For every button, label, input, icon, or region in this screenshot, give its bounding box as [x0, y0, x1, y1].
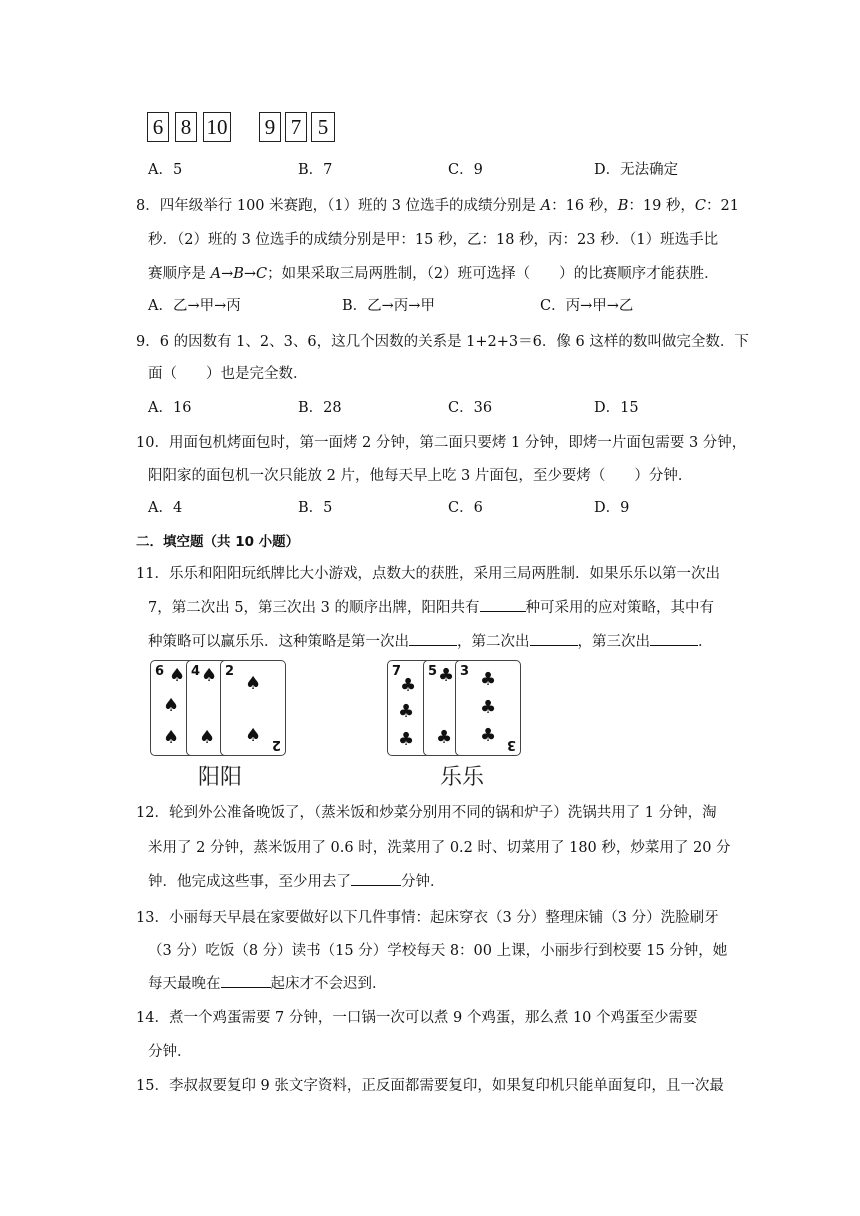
option-c[interactable]: C．6: [448, 500, 483, 516]
question-number: 15．: [136, 1078, 169, 1094]
section-heading: 二．填空题（共 10 小题）: [136, 534, 300, 550]
club-icon: ♣: [436, 727, 453, 748]
question-number: 11．: [136, 566, 169, 582]
question-number: 10．: [136, 435, 169, 451]
question-text: ，第三次出: [577, 634, 650, 650]
option-d[interactable]: D．15: [594, 400, 639, 416]
question-14-line1: [136, 1006, 698, 1027]
question-text: 用面包机烤面包时，第一面烤 2 分钟，第二面只要烤 1 分钟，即烤一片面包需要 3 分钟，: [168, 435, 747, 451]
question-14-line2: 分钟．: [148, 1044, 192, 1060]
question-13-line2: （3 分）吃饭（8 分）读书（15 分）学校每天 8：00 上课，小丽步行到校要 15 分钟，她: [148, 943, 728, 959]
club-icon: ♣: [480, 669, 497, 690]
option-a[interactable]: A．4: [148, 500, 183, 516]
card-rank: 5: [428, 664, 438, 679]
answer-blank[interactable]: [221, 973, 271, 988]
question-13-line1: [136, 906, 719, 927]
number-card: 5: [311, 112, 335, 142]
number-card: 10: [203, 112, 231, 142]
option-d[interactable]: D．9: [594, 500, 630, 516]
question-text: 7，第二次出 5，第三次出 3 的顺序出牌，阳阳共有: [148, 600, 480, 616]
option-b[interactable]: B．7: [298, 162, 333, 178]
option-b[interactable]: B．5: [298, 500, 333, 516]
question-15-line1: [136, 1074, 724, 1095]
spade-icon: ♠: [199, 727, 216, 748]
number-card: 9: [259, 112, 281, 142]
club-icon: ♣: [480, 725, 497, 746]
number-card: 6: [147, 112, 169, 142]
question-text: 乐乐和阳阳玩纸牌比大小游戏，点数大的获胜，采用三局两胜制．如果乐乐以第一次出: [168, 566, 720, 582]
question-number: 9．: [136, 334, 160, 350]
question-text: 每天最晚在: [148, 976, 221, 992]
order-sequence: A→B→C: [210, 266, 268, 282]
spade-icon: ♠: [163, 695, 180, 716]
answer-blank[interactable]: [351, 871, 401, 886]
question-text: ．: [698, 634, 713, 650]
question-text: ；如果采取三局两胜制，（2）班可选择（ ）的比赛顺序才能获胜．: [267, 266, 719, 282]
variable-b: B: [617, 198, 629, 214]
variable-c: C: [694, 198, 707, 214]
club-icon: ♣: [480, 697, 497, 718]
question-10-line2: 阳阳家的面包机一次只能放 2 片，他每天早上吃 3 片面包，至少要烤（ ）分钟．: [148, 468, 693, 484]
spade-icon: ♠: [163, 727, 180, 748]
question-text: 6 的因数有 1、2、3、6，这几个因数的关系是 1+2+3＝6．像 6 这样的数叫做完全数．下: [159, 334, 749, 350]
question-12-line3: [148, 870, 445, 891]
option-a[interactable]: A．5: [148, 162, 183, 178]
option-c[interactable]: C．9: [448, 162, 483, 178]
number-card: 8: [175, 112, 197, 142]
club-icon: ♣: [398, 701, 415, 722]
card-rank: 3: [460, 664, 470, 679]
question-text: 起床才不会迟到．: [270, 976, 387, 992]
question-number: 8．: [136, 198, 160, 214]
question-11-line1: [136, 562, 720, 583]
club-icon: ♣: [438, 665, 455, 686]
answer-blank[interactable]: [480, 597, 526, 612]
club-icon: ♣: [398, 729, 415, 750]
option-a[interactable]: A．乙→甲→丙: [148, 298, 241, 314]
option-c[interactable]: C．丙→甲→乙: [540, 298, 634, 314]
spade-card: [220, 660, 286, 756]
question-text: 种策略可以赢乐乐．这种策略是第一次出: [148, 634, 409, 650]
question-9-line2: 面（ ）也是完全数．: [148, 366, 308, 382]
question-11-line2: [148, 596, 714, 617]
caption-yang: 阳阳: [198, 765, 243, 790]
question-text: 赛顺序是: [148, 266, 211, 282]
question-text: ：21: [706, 198, 739, 214]
question-8-line3: [148, 262, 719, 283]
question-text: ：19 秒，: [628, 198, 695, 214]
question-text: 小丽每天早晨在家要做好以下几件事情：起床穿衣（3 分）整理床铺（3 分）洗脸刷牙: [168, 910, 719, 926]
option-a[interactable]: A．16: [148, 400, 192, 416]
question-text: ：16 秒，: [551, 198, 618, 214]
number-card: 7: [285, 112, 307, 142]
option-c[interactable]: C．36: [448, 400, 493, 416]
question-text: 李叔叔要复印 9 张文字资料，正反面都需要复印，如果复印机只能单面复印，且一次最: [168, 1078, 724, 1094]
card-rank: 7: [392, 664, 402, 679]
question-text: ，第二次出: [457, 634, 530, 650]
card-rank: 6: [155, 664, 165, 679]
card-rank: 3: [506, 737, 516, 752]
question-number: 12．: [136, 805, 169, 821]
question-8-line1: [136, 194, 739, 215]
question-8-line2: 秒．（2）班的 3 位选手的成绩分别是甲：15 秒，乙：18 秒，丙：23 秒．（1）班选手比: [148, 232, 719, 248]
variable-a: A: [540, 198, 552, 214]
option-b[interactable]: B．28: [298, 400, 342, 416]
card-rank: 2: [225, 664, 235, 679]
question-9-line1: [136, 330, 749, 351]
question-12-line1: [136, 801, 717, 822]
option-d[interactable]: D．无法确定: [594, 162, 679, 178]
question-11-line3: [148, 630, 713, 651]
question-text: 钟．他完成这些事，至少用去了: [148, 874, 351, 890]
answer-blank[interactable]: [409, 631, 457, 646]
card-rank: 4: [191, 664, 201, 679]
club-card: [455, 660, 521, 756]
question-text: 种可采用的应对策略，其中有: [525, 600, 715, 616]
club-icon: ♣: [400, 675, 417, 696]
question-number: 14．: [136, 1010, 169, 1026]
question-text: 四年级举行 100 米赛跑，（1）班的 3 位选手的成绩分别是: [159, 198, 541, 214]
caption-le: 乐乐: [440, 765, 485, 790]
card-rank: 2: [271, 737, 281, 752]
question-13-line3: [148, 972, 387, 993]
question-number: 13．: [136, 910, 169, 926]
answer-blank[interactable]: [530, 631, 578, 646]
question-text: 煮一个鸡蛋需要 7 分钟，一口锅一次可以煮 9 个鸡蛋，那么煮 10 个鸡蛋至少需要: [168, 1010, 698, 1026]
option-b[interactable]: B．乙→丙→甲: [342, 298, 435, 314]
question-text: 分钟．: [401, 874, 445, 890]
question-10-line1: [136, 431, 746, 452]
spade-icon: ♠: [169, 665, 186, 686]
question-12-line2: 米用了 2 分钟，蒸米饭用了 0.6 时，洗菜用了 0.2 时、切菜用了 180 秒，炒菜用了 20 分: [148, 840, 731, 856]
answer-blank[interactable]: [650, 631, 698, 646]
spade-icon: ♠: [245, 673, 262, 694]
question-text: 轮到外公准备晚饭了，（蒸米饭和炒菜分别用不同的锅和炉子）洗锅共用了 1 分钟，淘: [168, 805, 717, 821]
spade-icon: ♠: [245, 725, 262, 746]
spade-icon: ♠: [201, 665, 218, 686]
